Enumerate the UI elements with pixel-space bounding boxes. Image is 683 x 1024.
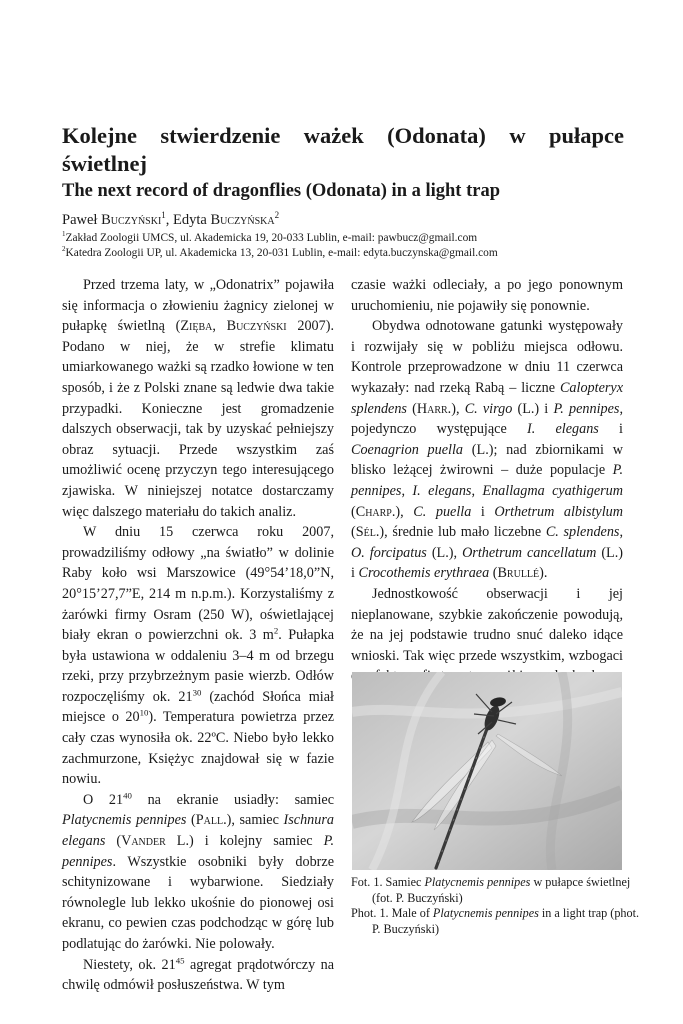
affiliation-2 — [62, 246, 624, 260]
text-run: W dniu 15 czerwca roku 2007, prowadziliśmy odłowy „na światło” w dolinie Raby koło wsi Marszowice (49°54’18,0”N, 20°15’27,7”E, 214 m n.p.m.). Korzystaliśmy z żarówki firmy Osram (250 W), oświetlającej biały ekran o powierzchni ok. 3 m — [62, 524, 334, 644]
damselfly-photo — [352, 672, 622, 870]
article-title-polish: Kolejne stwierdzenie ważek (Odonata) w pułapce świetlnej — [62, 123, 624, 176]
superscript-text: 30 — [192, 687, 202, 698]
text-run: w pułapce świetlnej (fot. P. Buczyński) — [372, 875, 631, 905]
text-run: Niestety, ok. 21 — [83, 956, 176, 973]
italic-taxon-name: Crocothemis erythraea — [358, 565, 490, 582]
text-run: in a light trap (phot. P. Buczyński) — [372, 906, 640, 936]
italic-taxon-name: C. virgo — [464, 400, 513, 417]
superscript-text: 45 — [175, 954, 185, 965]
italic-taxon-name: Enallagma cyathigerum — [482, 482, 624, 499]
small-caps-name: Zięba — [180, 318, 213, 335]
text-run: ), — [395, 503, 414, 520]
authors-line — [62, 211, 624, 229]
text-run: Obydwa odnotowane gatunki występowały i rozwijały się w pobliżu miejsca odłowu. Kontrole przeprowadzone w dniu 11 czerwca wykazały: nad rzeką Rabą – liczne — [351, 318, 623, 396]
text-run: agregat prądotwórczy na chwilę odmówił posłuszeństwa. W tym — [62, 956, 335, 994]
affiliation-1-mark: 1 — [62, 230, 66, 239]
italic-taxon-name: P. pennipes — [62, 833, 334, 870]
small-caps-name: Harr. — [416, 400, 452, 417]
text-run: , — [471, 482, 483, 499]
text-run: ( — [406, 400, 417, 417]
small-caps-name: Charp. — [355, 503, 396, 520]
text-run: ( — [351, 503, 356, 520]
text-run: i — [471, 503, 495, 520]
text-run: Phot. 1. Male of — [351, 906, 433, 920]
italic-taxon-name: O. forcipatus — [351, 544, 427, 561]
affiliation-1-text: Zakład Zoologii UMCS, ul. Akademicka 19, 20-033 Lublin, e-mail: pawbucz@gmail.com — [65, 232, 478, 244]
affiliation-2-text: Katedra Zoologii UP, ul. Akademicka 13, 20-031 Lublin, e-mail: edyta.buczynska@gmail.com — [65, 247, 498, 259]
text-run: (L.) i — [351, 544, 623, 582]
italic-taxon-name: Orthetrum albistylum — [494, 503, 623, 520]
left-column — [62, 275, 334, 996]
text-run: , — [212, 318, 227, 335]
italic-taxon-name: P. pennipes — [351, 462, 623, 499]
small-caps-name: Pall. — [195, 812, 227, 829]
text-run: Jednostkowość obserwacji i jej nieplanowane, szybkie zakończenie powodują, że na jej podstawie trudno snuć daleko idące wnioski. Tak więc przede wszystkim, wzbogaci — [351, 585, 623, 664]
superscript-text: 2 — [273, 625, 279, 636]
italic-taxon-name: Platycnemis pennipes — [432, 906, 539, 920]
text-run: 2007). Podano w niej, że w strefie klimatu umiarkowanego ważki są rzadko łowione w ten sposób, i że z Polski znane są ledwie dwa takie przypadki. Konieczne jest gromadzenie dalszych obserwacji, tak by uzyskać pełniejszy obraz sytuacji. Przede wszystkim zaś umożliwić ocenę przyczyn tego interesującego zjawiska. W niniejszej notatce dostarczamy więc dalszego materiału do takich analiz. — [62, 318, 334, 520]
italic-taxon-name: Platycnemis pennipes — [424, 875, 531, 889]
body-paragraph — [351, 316, 623, 584]
italic-taxon-name: Coenagrion puella — [351, 441, 464, 458]
text-run: (L.), — [426, 544, 463, 561]
author-1-surname: Buczyński — [101, 212, 162, 228]
text-run: . Wszystkie osobniki były dobrze schitynizowane i wybarwione. Siedziały równolegle lub lekko ukośnie do pionowej osi ekranu, co pewien czas podchodząc w górę lub podlatując do żarówki. Nie polowały. — [62, 853, 334, 952]
text-run: ( — [351, 524, 356, 541]
damselfly-illustration — [352, 672, 622, 870]
text-run: ), średnie lub mało liczebne — [379, 524, 546, 541]
figure-caption-polish — [351, 874, 644, 906]
text-run: , — [401, 482, 413, 499]
italic-taxon-name: I. elegans — [412, 482, 472, 499]
text-run: ( — [105, 833, 122, 850]
text-run: na ekranie usiadły: samiec — [131, 791, 335, 808]
text-run: ( — [186, 812, 196, 829]
author-2-surname: Buczyńska — [210, 212, 275, 228]
body-paragraph — [62, 790, 334, 955]
body-paragraph — [62, 522, 334, 790]
text-run: ), — [451, 400, 465, 417]
text-run: ), samiec — [226, 812, 284, 829]
italic-taxon-name: Orthetrum cancellatum — [462, 544, 597, 561]
text-run: O 21 — [83, 791, 124, 808]
superscript-text: 10 — [139, 707, 149, 718]
affiliation-2-mark: 2 — [62, 245, 66, 254]
author-separator: , — [165, 212, 174, 228]
body-paragraph — [62, 275, 334, 522]
small-caps-name: Sél. — [355, 524, 380, 541]
italic-taxon-name: C. splendens — [545, 524, 620, 541]
small-caps-name: Buczyński — [226, 318, 287, 335]
text-run: czasie ważki odleciały, a po jego ponownym uruchomieniu, nie pojawiły się ponownie. — [351, 277, 623, 314]
superscript-text: 40 — [123, 790, 132, 801]
text-run: (L.); nad zbiornikami w blisko leżącej żwirowni – duże populacje — [351, 441, 624, 479]
figure-caption-english — [351, 905, 644, 937]
text-run: (L.) i — [512, 400, 554, 417]
text-run: , pojedynczo występujące — [351, 400, 623, 438]
article-title-english: The next record of dragonflies (Odonata) in a light trap — [62, 181, 500, 201]
text-run: L.) i kolejny samiec — [165, 833, 324, 850]
body-paragraph — [62, 955, 334, 996]
right-column — [351, 275, 623, 687]
text-run: i — [598, 421, 623, 438]
author-2-first-name: Edyta — [173, 212, 211, 228]
body-paragraph — [351, 275, 623, 316]
italic-taxon-name: P. pennipes — [553, 400, 620, 417]
text-run: Przed trzema laty, w „Odonatrix” pojawiła się informacja o złowieniu żagnicy zielonej w pułapkę świetlną ( — [62, 277, 334, 335]
italic-taxon-name: I. elegans — [526, 421, 599, 438]
affiliation-1 — [62, 231, 624, 245]
text-run: . Pułapka była ustawiona w oddaleniu 3–4 m od brzegu rzeki, przy przybrzeżnym pasie wierzb. Odłów rozpoczęliśmy ok. 21 — [62, 627, 335, 705]
text-run: (zachód Słońca miał miejsce o 20 — [62, 688, 334, 726]
small-caps-name: Vander — [121, 833, 166, 850]
text-run: Fot. 1. Samiec — [351, 875, 425, 889]
text-run: ). Temperatura powietrza przez cały czas wynosiła ok. 22ºC. Niebo było lekko zachmurzone, Księżyc znajdował się w fazie nowiu. — [62, 709, 334, 788]
italic-taxon-name: C. puella — [413, 503, 472, 520]
author-1-affiliation-mark: 1 — [161, 210, 166, 221]
italic-taxon-name: Platycnemis pennipes — [62, 812, 187, 829]
author-2-affiliation-mark: 2 — [274, 210, 280, 221]
italic-taxon-name: Calopteryx splendens — [351, 379, 623, 417]
text-run: ). — [539, 565, 548, 582]
text-run: ( — [489, 565, 498, 582]
italic-taxon-name: Ischnura elegans — [62, 812, 334, 850]
author-1-first-name: Paweł — [62, 212, 102, 228]
text-run: , — [619, 524, 624, 541]
small-caps-name: Brullé — [497, 565, 540, 582]
